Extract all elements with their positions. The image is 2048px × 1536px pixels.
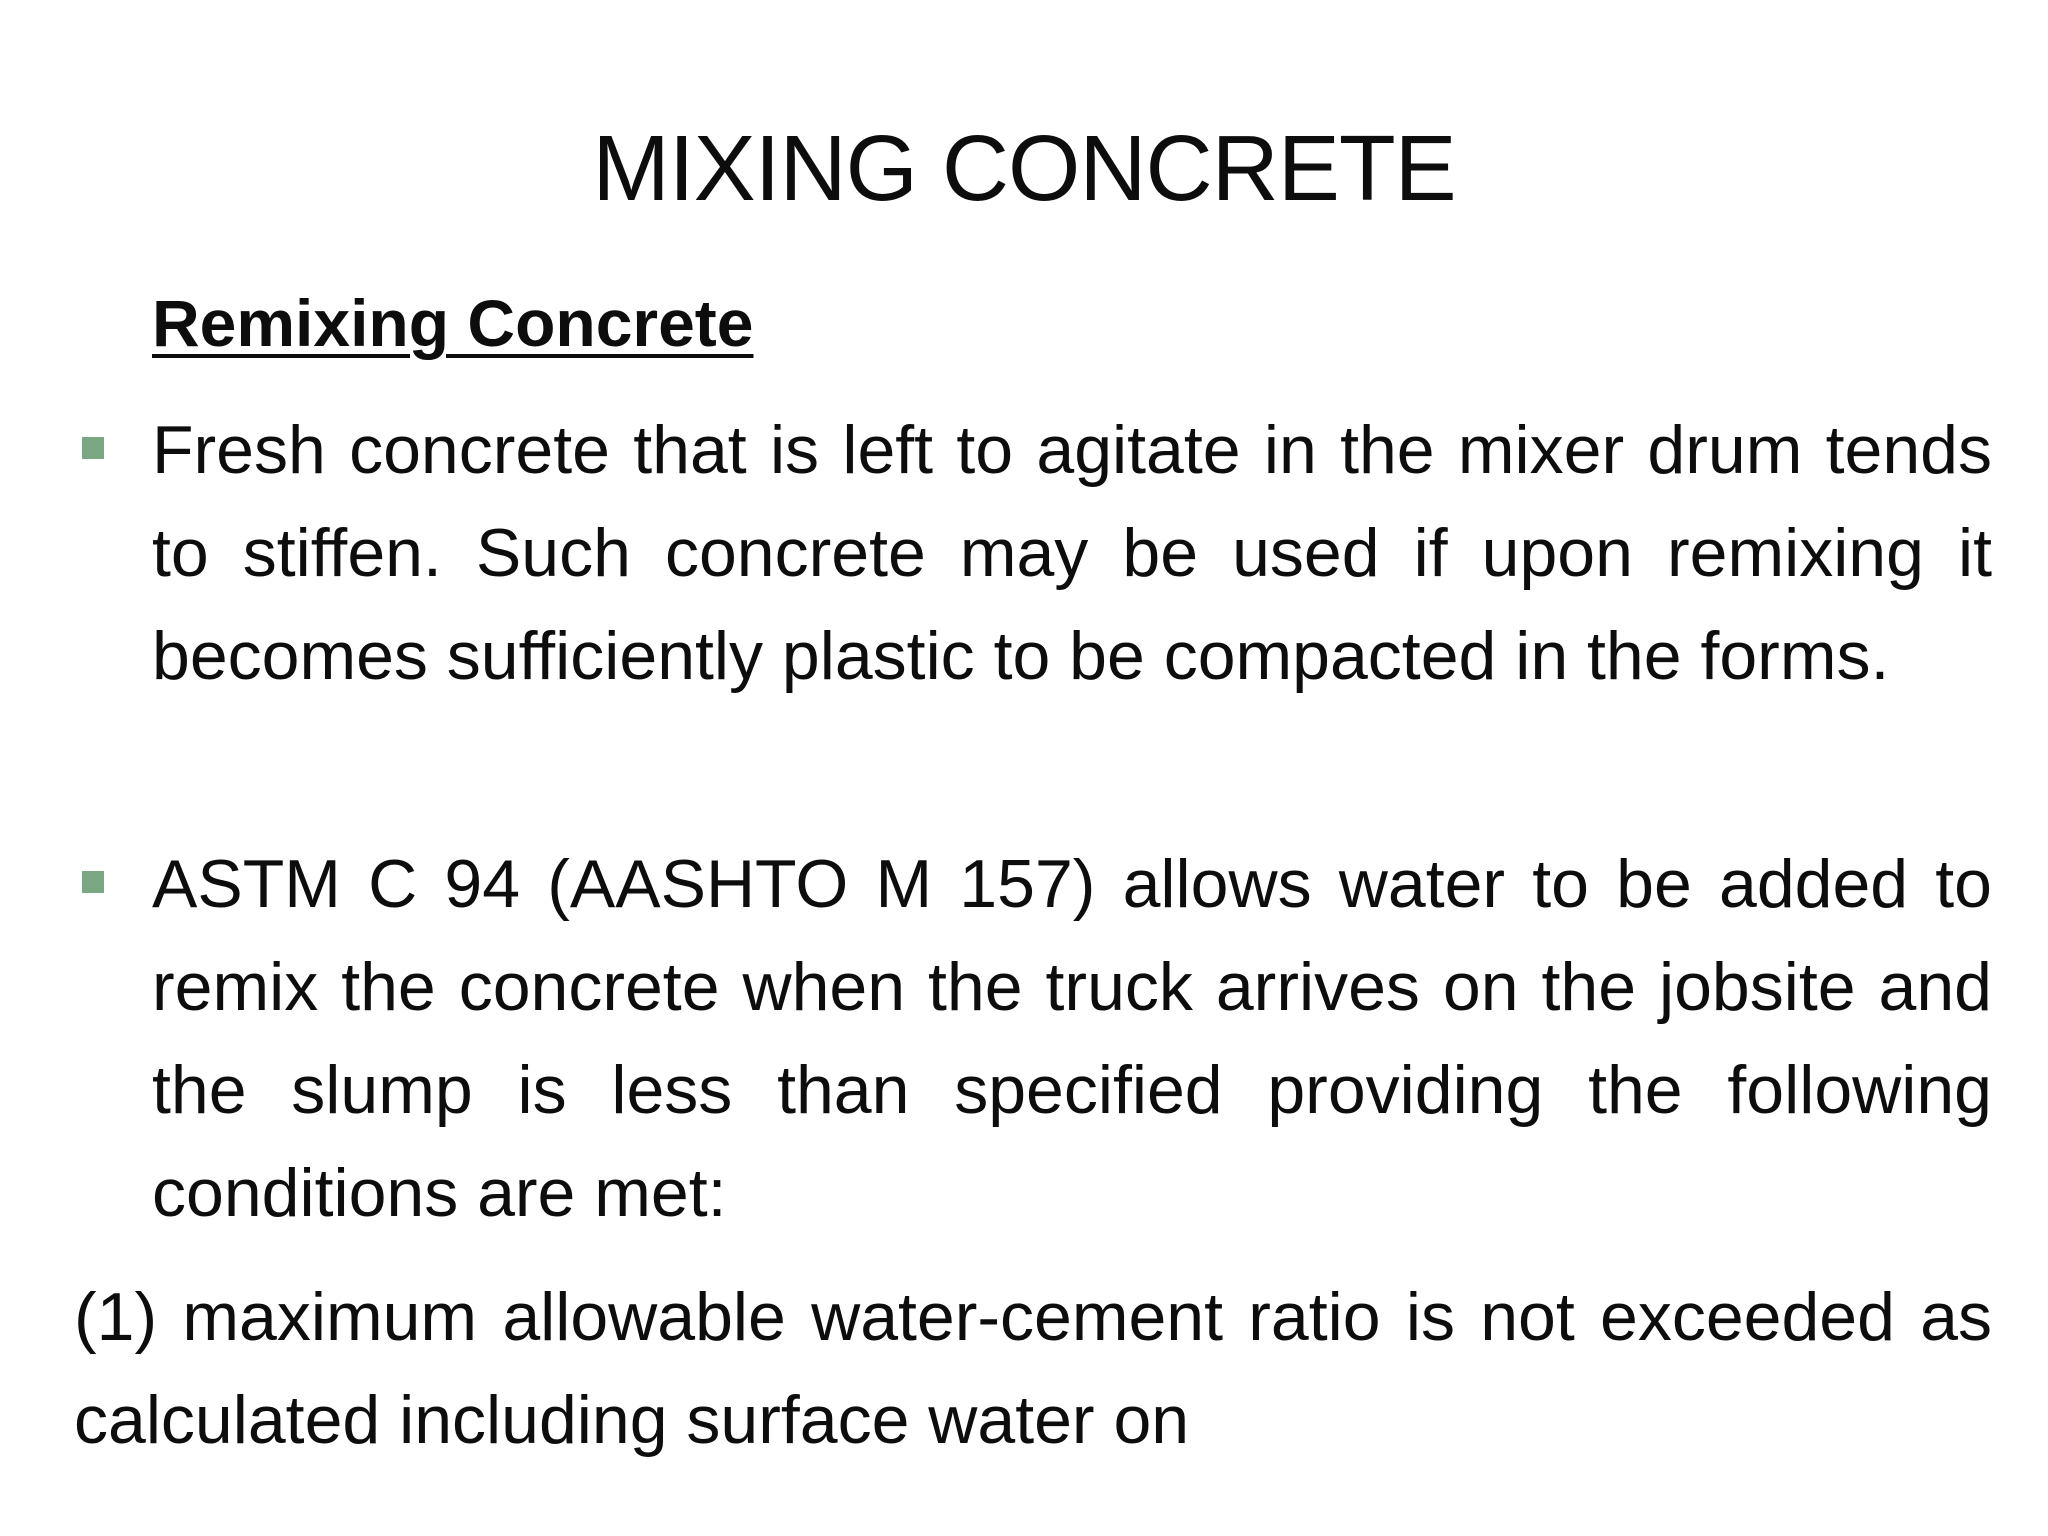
slide-title: MIXING CONCRETE <box>592 116 1456 220</box>
bullet-item <box>152 399 1992 708</box>
bullet-text: ASTM C 94 (AASHTO M 157) allows water to be added to remix the concrete when the truck arrives on the jobsite and the slump is less than specified providing the following conditions are met: <box>152 846 1992 1231</box>
square-bullet-icon <box>82 871 104 893</box>
section-subheading: Remixing Concrete <box>152 286 754 360</box>
bullet-text: Fresh concrete that is left to agitate in the mixer drum tends to stiffen. Such concrete may be used if upon remixing it becomes sufficiently plastic to be compacted in the forms. <box>152 412 1992 694</box>
condition-paragraph: (1) maximum allowable water-cement ratio is not exceeded as calculated including surface water on <box>74 1279 1992 1458</box>
square-bullet-icon <box>82 437 104 459</box>
bullet-item <box>152 833 1992 1245</box>
